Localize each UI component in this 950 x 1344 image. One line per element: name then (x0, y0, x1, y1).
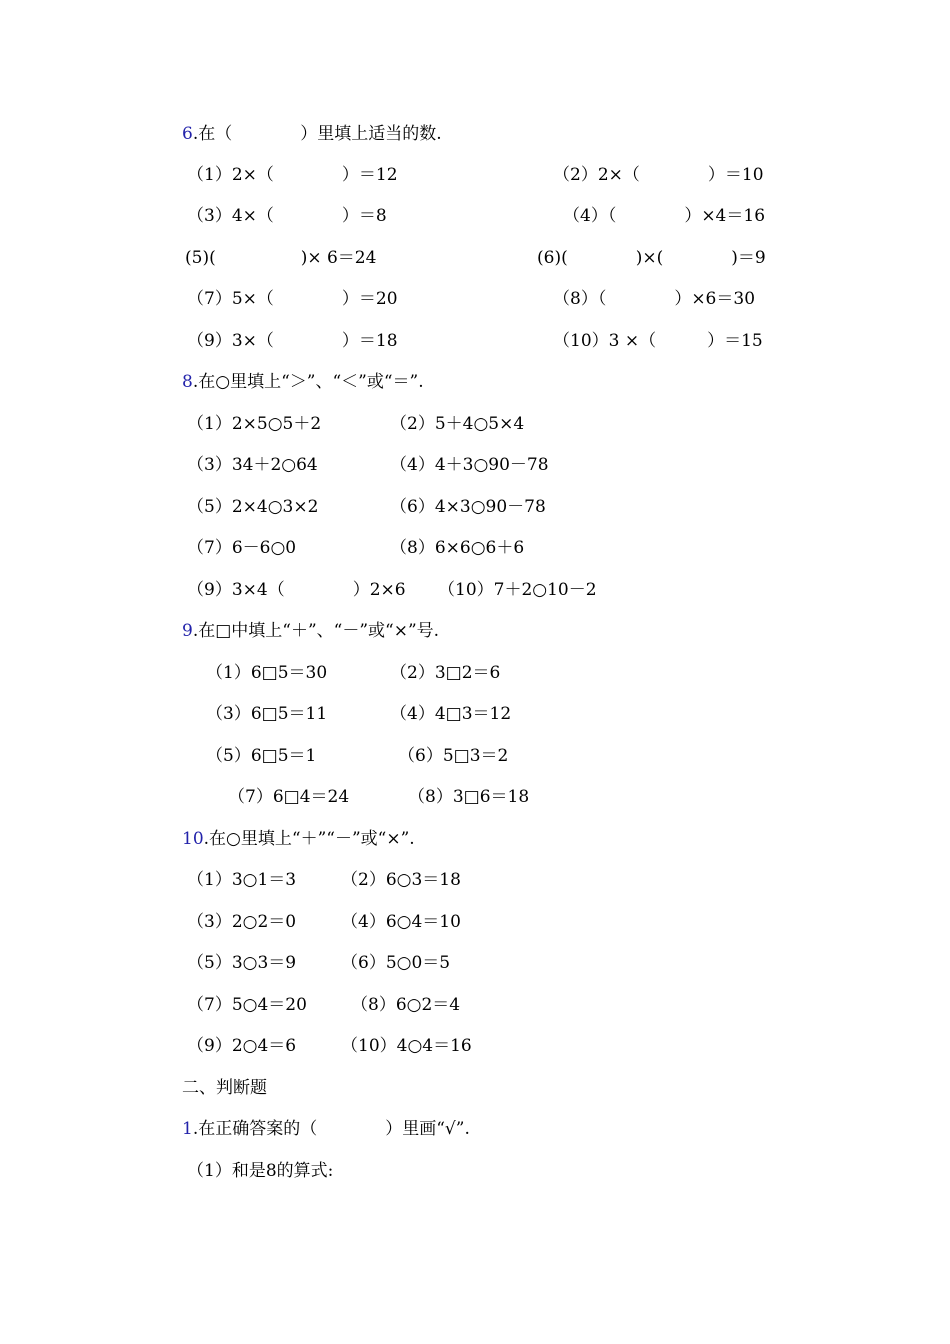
q10-item: （6）5○0＝5 (341, 953, 451, 973)
section2-heading: 二、判断题 (182, 1078, 267, 1098)
q10-item: （3）2○2＝0 (187, 912, 297, 932)
q8-item: （2）5＋4○5×4 (390, 414, 525, 434)
q8-item: （8）6×6○6＋6 (390, 538, 525, 558)
q8-item: （9）3×4（ ）2×6 (187, 580, 406, 600)
q8-item: （5）2×4○3×2 (187, 497, 319, 517)
q6-item: (6)( )×( )＝9 (537, 248, 766, 268)
q8-heading (182, 371, 424, 393)
q8-item: （1）2×5○5＋2 (187, 414, 322, 434)
q9-item: （1）6□5＝30 (206, 663, 328, 683)
s2-q1-title: .在正确答案的（ ）里画“√”. (192, 1119, 470, 1139)
q10-item: （4）6○4＝10 (341, 912, 461, 932)
s2-q1-heading (182, 1118, 470, 1140)
q6-item: （10）3 ×（ ）＝15 (553, 331, 763, 351)
s2-q1-number: 1 (182, 1119, 193, 1139)
q6-item: （1）2×（ ）＝12 (187, 165, 398, 185)
q10-item: （2）6○3＝18 (341, 870, 461, 890)
q9-item: （2）3□2＝6 (390, 663, 501, 683)
q8-item: （6）4×3○90－78 (390, 497, 546, 517)
q9-heading (182, 620, 439, 642)
q6-number: 6 (182, 124, 193, 144)
q6-item: （4）（ ）×4＝16 (563, 206, 766, 226)
s2-q1-item: （1）和是8的算式: (187, 1161, 334, 1181)
q9-item: （4）4□3＝12 (390, 704, 512, 724)
q10-item: （1）3○1＝3 (187, 870, 297, 890)
q9-item: （3）6□5＝11 (206, 704, 328, 724)
q8-item: （4）4＋3○90－78 (390, 455, 549, 475)
q9-title: .在□中填上“＋”、“－”或“×”号. (192, 621, 440, 641)
q9-item: （7）6□4＝24 (228, 787, 350, 807)
q8-number: 8 (182, 372, 193, 392)
q9-item: （6）5□3＝2 (398, 746, 509, 766)
q10-item: （8）6○2＝4 (351, 995, 461, 1015)
q10-item: （10）4○4＝16 (341, 1036, 472, 1056)
q10-item: （5）3○3＝9 (187, 953, 297, 973)
q9-item: （8）3□6＝18 (408, 787, 530, 807)
q8-item: （10）7＋2○10－2 (438, 580, 597, 600)
q6-heading (182, 123, 442, 145)
q9-number: 9 (182, 621, 193, 641)
q8-item: （3）34＋2○64 (187, 455, 318, 475)
q6-item: （2）2×（ ）＝10 (553, 165, 764, 185)
q10-item: （9）2○4＝6 (187, 1036, 297, 1056)
q10-heading (182, 828, 415, 850)
q8-item: （7）6－6○0 (187, 538, 297, 558)
q6-item: (5)( )× 6＝24 (185, 248, 377, 268)
q10-number: 10 (182, 829, 204, 849)
q10-title: .在○里填上“＋”“－”或“×”. (203, 829, 415, 849)
q6-item: （9）3×（ ）＝18 (187, 331, 398, 351)
q9-item: （5）6□5＝1 (206, 746, 317, 766)
q6-item: （3）4×（ ）＝8 (187, 206, 387, 226)
q8-title: .在○里填上“＞”、“＜”或“＝”. (192, 372, 424, 392)
q6-item: （8）（ ）×6＝30 (553, 289, 756, 309)
q6-item: （7）5×（ ）＝20 (187, 289, 398, 309)
q10-item: （7）5○4＝20 (187, 995, 307, 1015)
q6-title: .在（ ）里填上适当的数. (192, 124, 442, 144)
